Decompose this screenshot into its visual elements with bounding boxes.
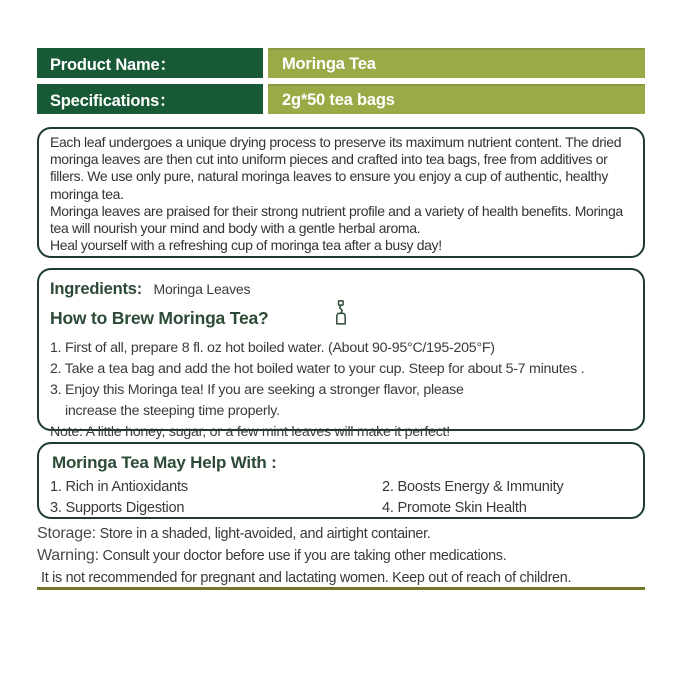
- brew-step-3: 3. Enjoy this Moringa tea! If you are seeking a stronger flavor, please: [50, 382, 464, 398]
- product-name-label: Product Name：: [37, 48, 263, 78]
- storage-label: Storage:: [37, 525, 96, 542]
- benefits-title: Moringa Tea May Help With :: [52, 453, 277, 472]
- benefit-item-2: 2. Boosts Energy & Immunity: [382, 479, 564, 495]
- ingredients-row: [50, 279, 632, 300]
- benefit-item-1: 1. Rich in Antioxidants: [50, 479, 188, 495]
- footer: [37, 523, 649, 589]
- description-paragraph-2: Moringa leaves are praised for their strong nutrient profile and a variety of health benefits. Moringa tea will nourish your mind and body with a gentle herbal aroma.: [50, 202, 623, 237]
- header-row-product-name: [37, 48, 645, 78]
- teabag-icon: [331, 299, 351, 335]
- ingredients-value: Moringa Leaves: [153, 281, 251, 297]
- description-box: [37, 127, 645, 258]
- benefits-box: [37, 442, 645, 519]
- brew-title-row: [50, 301, 632, 335]
- header-row-specifications: [37, 84, 645, 114]
- warning-text: Consult your doctor before use if you are taking other medications.: [98, 548, 507, 564]
- brew-step-1: 1. First of all, prepare 8 fl. oz hot boiled water. (About 90-95°C/195-205°F): [50, 340, 495, 356]
- benefits-grid: [50, 477, 632, 518]
- storage-line: [37, 523, 649, 545]
- brew-step-3-continued: increase the steeping time properly.: [65, 403, 280, 419]
- description-paragraph-1: Each leaf undergoes a unique drying process to preserve its maximum nutrient content. The dried moringa leaves are then cut into uniform pieces and crafted into tea bags, free from additives or fillers. We use only pure, natural moringa leaves to ensure you enjoy a cup of authentic, healthy moringa tea.: [50, 134, 622, 202]
- description-paragraph-3: Heal yourself with a refreshing cup of moringa tea after a busy day!: [50, 237, 442, 254]
- warning-line-2: [37, 567, 649, 589]
- brew-step-2: 2. Take a tea bag and add the hot boiled water to your cup. Steep for about 5-7 minutes .: [50, 361, 585, 377]
- benefit-item-3: 3. Supports Digestion: [50, 500, 185, 516]
- specifications-value: 2g*50 tea bags: [268, 84, 645, 114]
- warning-line: [37, 545, 649, 567]
- brew-steps: [50, 338, 632, 443]
- bottom-divider: [37, 587, 645, 590]
- brew-box: [37, 268, 645, 440]
- warning-text-2: It is not recommended for pregnant and lactating women. Keep out of reach of children.: [41, 570, 572, 586]
- specifications-label: Specifications：: [37, 84, 263, 114]
- brew-title: How to Brew Moringa Tea?: [50, 308, 269, 328]
- warning-label: Warning:: [37, 547, 99, 564]
- benefit-item-4: 4. Promote Skin Health: [382, 500, 527, 516]
- ingredients-label: Ingredients:: [50, 280, 143, 298]
- product-name-value: Moringa Tea: [268, 48, 645, 78]
- storage-text: Store in a shaded, light-avoided, and airtight container.: [95, 526, 431, 542]
- brew-note: Note: A little honey, sugar, or a few mint leaves will make it perfect!: [50, 424, 450, 440]
